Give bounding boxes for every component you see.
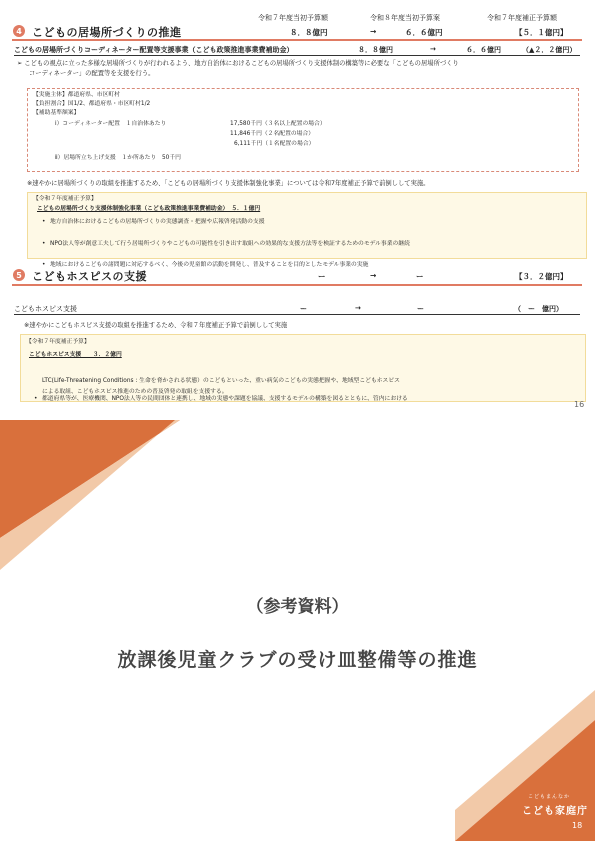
section5-amt-current: ー: [318, 272, 326, 281]
cover-subtitle: （参考資料）: [246, 597, 349, 617]
section4-box-line2: 【負担割合】国1/2、都道府県・市区町村1/2: [33, 101, 151, 107]
section4-project-amt-diff: （▲２．２億円）: [522, 46, 577, 54]
section4-arrow: →: [370, 27, 377, 36]
section5-amt-supp: 【３．２億円】: [515, 272, 568, 281]
page-number-bottom: 18: [572, 821, 583, 830]
budget-header-col2: 令和８年度当初予算案: [370, 14, 440, 22]
section4-box-i-val2: 11,846千円（２名配置の場合）: [230, 131, 315, 137]
section5-supp-title: こどもホスピス支援 ３．２億円: [29, 352, 122, 358]
logo-tagline: こどもまんなか: [528, 794, 571, 800]
section4-box-i-val3: 6,111千円（１名配置の場合）: [234, 141, 315, 147]
section4-box-ii-label: ⅱ）居場所立ち上げ支援 １か所あたり 50千円: [55, 155, 181, 161]
section5-project-name: こどもホスピス支援: [14, 305, 77, 313]
section4-desc-line2: コーディネーター」の配置等を支援を行う。: [29, 70, 155, 77]
section4-supp-bullet2: • NPO法人等が創意工夫して行う居場所づくりやこどもの可能性を引き出す取組への効果的な支援方法等を検証するためのモデル事業の継続: [40, 240, 595, 250]
section4-box-i-val1: 17,580千円（３名以上配置の場合）: [230, 121, 326, 127]
cover-decoration-bottom-right: [455, 690, 595, 841]
section5-amt-next: ー: [416, 272, 424, 281]
section4-title: こどもの居場所づくりの推進: [32, 26, 182, 39]
section5-project-amt-diff: （ ー 億円）: [514, 305, 563, 313]
section4-amt-supp: 【５．１億円】: [515, 28, 568, 37]
section4-project-amt-current: ８．８億円: [358, 46, 393, 54]
section5-arrow: →: [370, 271, 377, 280]
logo-agency-name: こども家庭庁: [522, 806, 588, 817]
section4-project-arrow: →: [430, 45, 436, 53]
cover-decoration-top-left: [0, 420, 180, 570]
budget-header-col1: 令和７年度当初予算額: [258, 14, 328, 22]
section4-box-line3: 【補助基準額案】: [33, 110, 80, 116]
section5-project-rule: [14, 314, 580, 315]
section4-accent-rule: [12, 39, 582, 41]
section4-project-amt-next: ６．６億円: [466, 46, 501, 54]
section5-supp-label: 【令和７年度補正予算】: [26, 339, 90, 345]
section5-note: ※速やかにこどもホスピス支援の取組を推進するため、令和７年度補正予算で前倒しして実施: [24, 322, 288, 329]
cover-title: 放課後児童クラブの受け皿整備等の推進: [117, 649, 478, 671]
section4-amt-next: ６．６億円: [405, 28, 443, 37]
section5-title: こどもホスピスの支援: [32, 270, 147, 283]
page-number-top: 16: [574, 400, 585, 409]
section4-project-name: こどもの居場所づくりコーディネーター配置等支援事業（こども政策推進事業費補助金）: [14, 46, 294, 54]
section4-box-line1: 【実施主体】都道府県、市区町村: [33, 92, 120, 98]
section4-supp-bullet1: • 地方自治体におけるこどもの居場所づくりの実態調査・把握や広報啓発活動の支援: [40, 218, 595, 228]
section5-project-arrow: →: [355, 304, 361, 312]
section4-box-i-label: ⅰ）コーディネーター配置 １自治体あたり: [55, 121, 167, 127]
section4-supp-title: こどもの居場所づくり支援体制強化事業（こども政策推進事業費補助金） ５．１億円: [37, 206, 261, 212]
section5-number-circle: 5: [13, 269, 25, 281]
section4-supp-bullet3: • 地域におけるこどもの諸問題に対応するべく、今後の児童館の活動を開発し、普及することを目的としたモデル事業の実施: [40, 261, 595, 271]
section5-accent-rule: [12, 284, 582, 286]
section4-supp-label: 【令和７年度補正予算】: [33, 196, 97, 202]
section5-project-amt-current: ー: [300, 305, 307, 313]
section4-project-rule: [14, 55, 580, 56]
section4-amt-current: ８．８億円: [290, 28, 328, 37]
section4-note: ※速やかに居場所づくりの取組を推進するため、「こどもの居場所づくり支援体制強化事業」については令和7年度補正予算で前倒しして実施。: [27, 180, 430, 187]
section5-project-amt-next: ー: [417, 305, 424, 313]
section5-supp-bullet1-line3: による取組、こどもホスピス推進のための普及啓発の取組を支援する。: [42, 389, 228, 395]
section5-supp-bullet1-line2: LTC(Life-Threatening Conditions : 生命を脅かされる状態）のこどもといった、重い病気のこどもの実態把握や、地域型こどもホスピス: [42, 378, 400, 384]
section5-supp-bullet1: • 都道府県等が、医療機関、NPO法人等の民間団体と連携し、地域の実態や課題を協議、支援するモデルの構築を図るとともに、管内における: [32, 395, 595, 405]
budget-header-col3: 令和７年度補正予算額: [487, 14, 557, 22]
section4-number-circle: 4: [13, 25, 25, 37]
section4-desc-line1: ➢ こどもの視点に立った多様な居場所づくりが行われるよう、地方自治体におけるこどもの居場所づくり支援体制の構築等に必要な「こどもの居場所づくり: [17, 60, 459, 67]
